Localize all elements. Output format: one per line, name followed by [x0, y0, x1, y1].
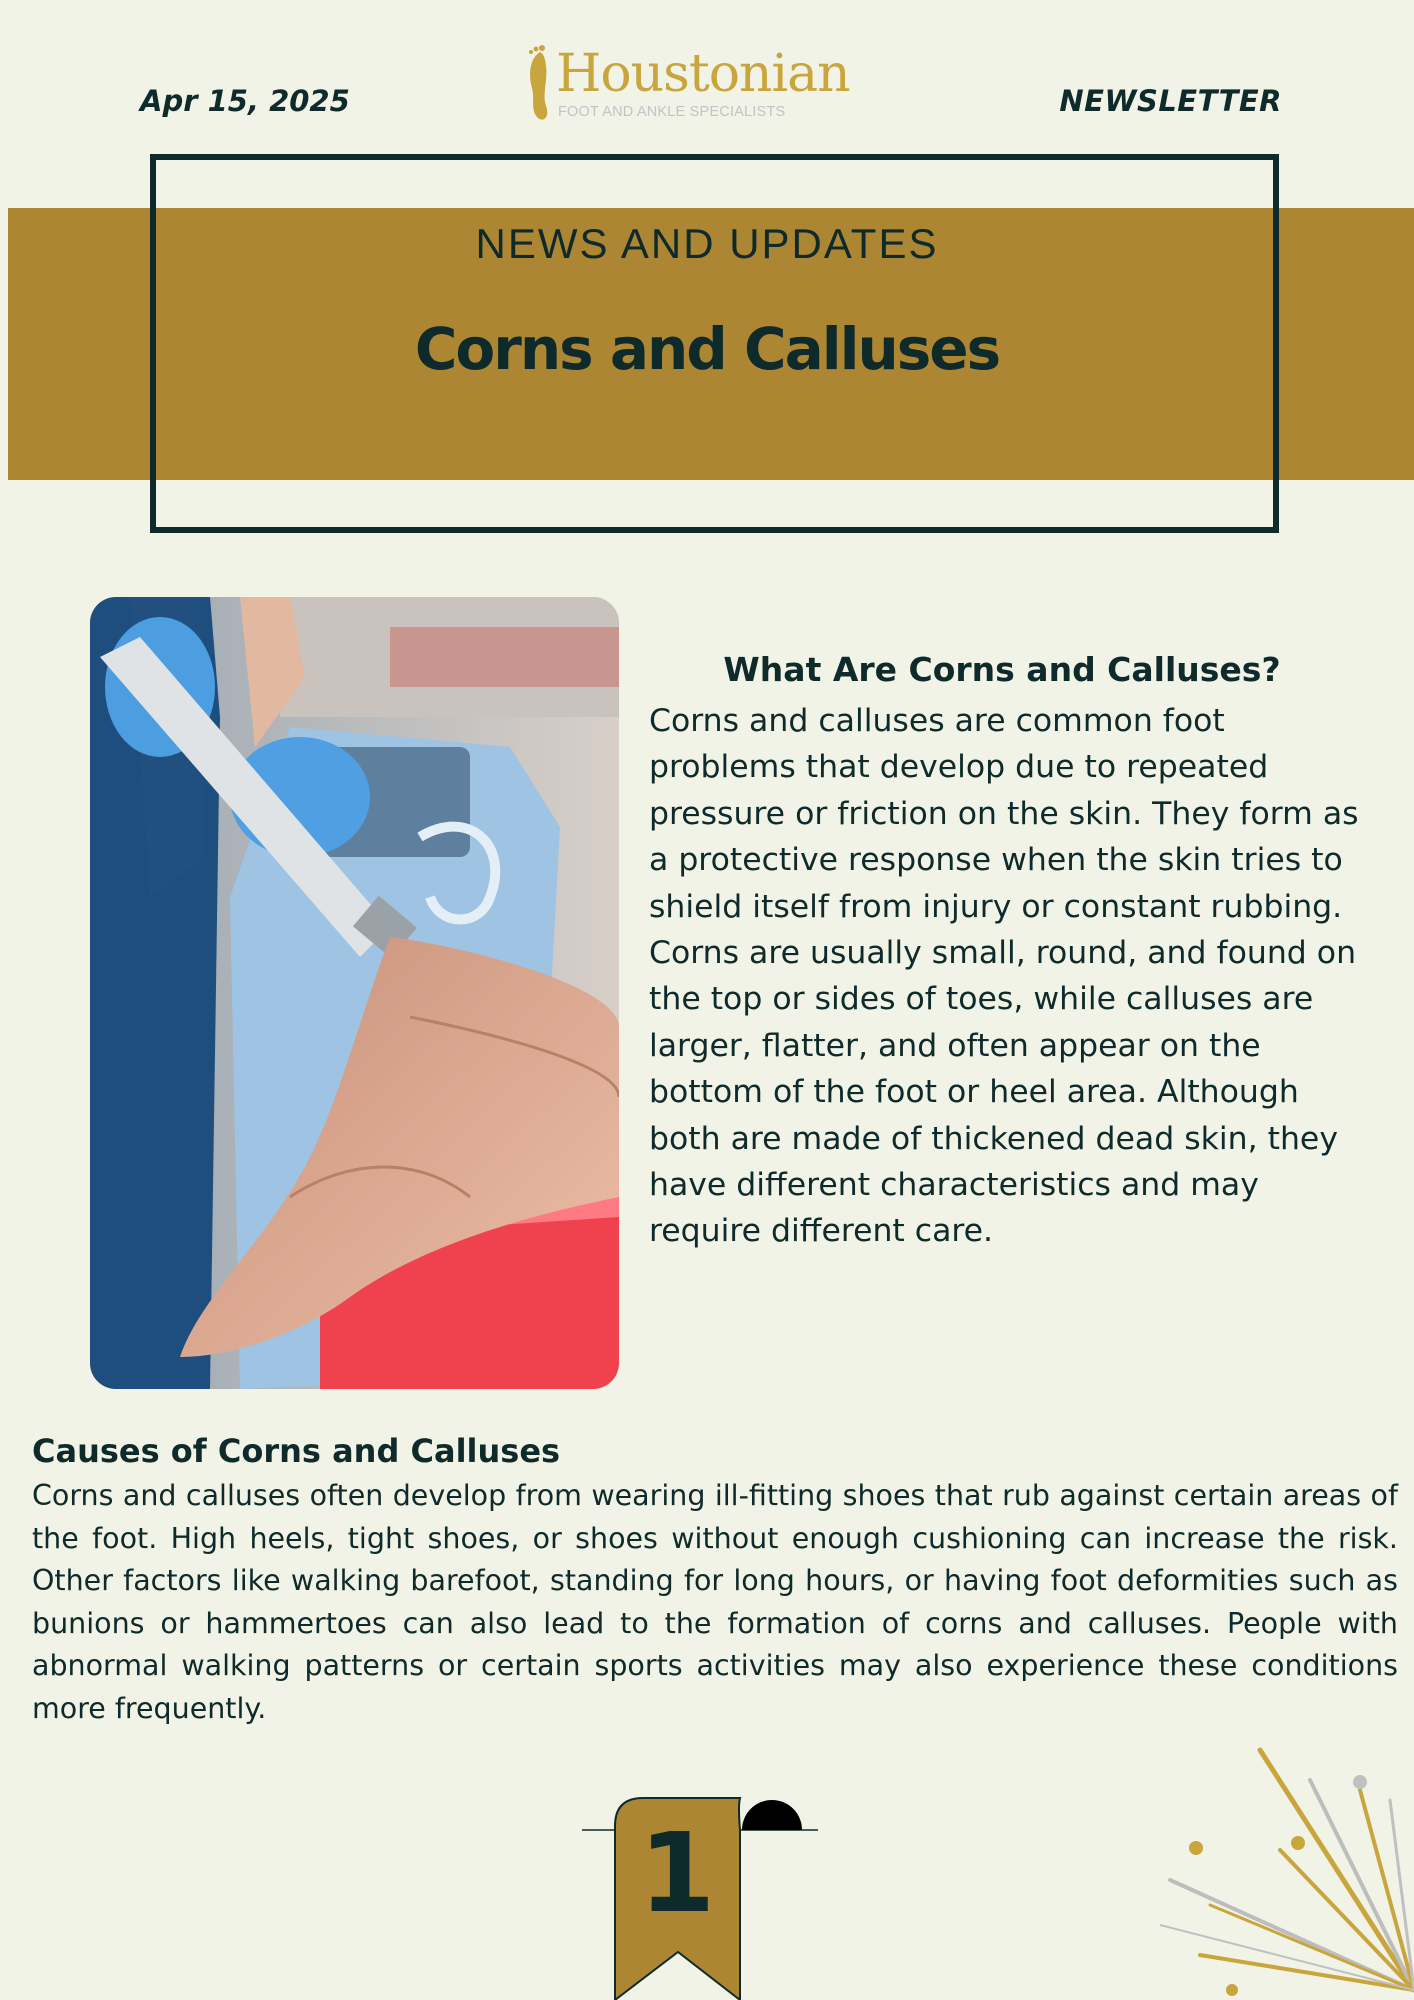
page-title: Corns and Calluses: [414, 315, 1000, 383]
section-what-heading: What Are Corns and Calluses?: [723, 650, 1281, 689]
logo-name: Houstonian: [556, 44, 850, 104]
header-date: Apr 15, 2025: [140, 84, 350, 118]
logo-tagline: FOOT AND ANKLE SPECIALISTS: [558, 104, 786, 120]
section-what-body: Corns and calluses are common foot problems that develop due to repeated pressure or friction on the skin. They form as a protective response when the skin tries to shield itself from injury or constant rubbing. Corns are usually small, round, and found on the top or sides of toes, while calluses are larger, flatter, and often appear on the bottom of the foot or heel area. Although both are made of thickened dead skin, they have different characteristics and may require different care.: [649, 703, 1359, 1250]
banner-kicker: NEWS AND UPDATES: [475, 220, 939, 267]
houstonian-logo: [520, 42, 850, 128]
section-causes-body: Corns and calluses often develop from wearing ill-fitting shoes that rub against certain areas of the foot. High heels, tight shoes, or shoes without enough cushioning can increase the risk. Other factors like walking barefoot, standing for long hours, or having foot deformities such as bunions or hammertoes can also lead to the formation of corns and calluses. People with abnormal walking patterns or certain sports activities may also experience these conditions more frequently.: [32, 1479, 1398, 1725]
foot-treatment-photo: [90, 597, 619, 1389]
firework-decoration-icon: [1160, 1740, 1414, 2000]
section-causes-heading: Causes of Corns and Calluses: [32, 1432, 561, 1470]
header-newsletter-label: NEWSLETTER: [1059, 84, 1282, 118]
page-number: 1: [638, 1809, 716, 1937]
foot-logo-icon: [520, 44, 554, 124]
